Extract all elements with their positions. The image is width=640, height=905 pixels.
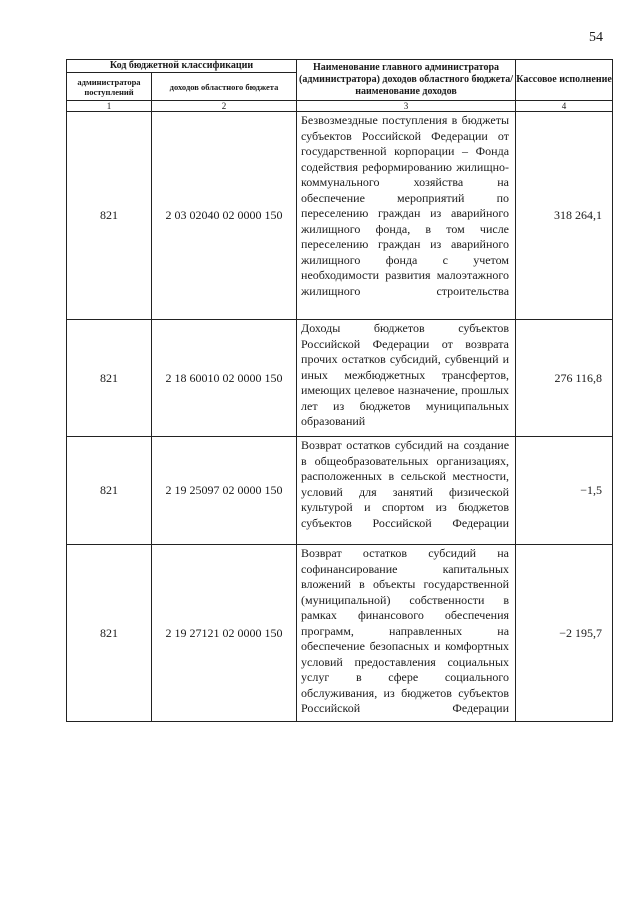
amount-cell: −1,5 [516, 437, 613, 545]
column-number-row [67, 101, 613, 112]
header-admin-code: администратора поступлений [67, 73, 152, 101]
admin-code-cell: 821 [67, 545, 152, 722]
header-administrator-name: Наименование главного администратора (администратора) доходов областного бюджета/ наименование доходов [297, 60, 516, 101]
admin-code-cell: 821 [67, 112, 152, 320]
table-row [67, 112, 613, 320]
income-name-cell: Безвозмездные поступления в бюджеты субъектов Российской Федерации от государственной корпорации – Фонда содействия реформированию жилищно-коммунального хозяйства на обеспечение мероприятий по переселению граждан из аварийного жилищного фонда, в том числе переселению граждан из аварийного жилищного фонда с учетом необходимости развития малоэтажного жилищного строительства [297, 112, 516, 320]
income-name-cell: Доходы бюджетов субъектов Российской Федерации от возврата прочих остатков субсидий, субвенций и иных межбюджетных трансфертов, имеющих целевое назначение, прошлых лет из бюджетов муниципальных образований [297, 320, 516, 437]
budget-income-table [66, 59, 613, 722]
amount-cell: 318 264,1 [516, 112, 613, 320]
admin-code-cell: 821 [67, 437, 152, 545]
header-cash-execution: Кассовое исполнение [516, 60, 613, 101]
income-code-cell: 2 19 25097 02 0000 150 [152, 437, 297, 545]
header-income-code: доходов областного бюджета [152, 73, 297, 101]
income-code-cell: 2 19 27121 02 0000 150 [152, 545, 297, 722]
table-row [67, 545, 613, 722]
table-row [67, 437, 613, 545]
header-budget-classification-code: Код бюджетной классификации [67, 60, 297, 73]
page-number: 54 [589, 30, 603, 45]
admin-code-cell: 821 [67, 320, 152, 437]
income-code-cell: 2 03 02040 02 0000 150 [152, 112, 297, 320]
income-name-cell: Возврат остатков субсидий на создание в общеобразовательных организациях, расположенных в сельской местности, условий для занятий физической культурой и спортом из бюджетов субъектов Российской Федерации [297, 437, 516, 545]
amount-cell: 276 116,8 [516, 320, 613, 437]
amount-cell: −2 195,7 [516, 545, 613, 722]
income-code-cell: 2 18 60010 02 0000 150 [152, 320, 297, 437]
column-number: 1 [67, 101, 152, 112]
column-number: 3 [297, 101, 516, 112]
table-row [67, 320, 613, 437]
income-name-cell: Возврат остатков субсидий на софинансирование капитальных вложений в объекты государственной (муниципальной) собственности в рамках финансового обеспечения программ, направленных на обеспечение безопасных и комфортных условий предоставления социальных услуг в сфере социального обслуживания, из бюджетов субъектов Российской Федерации [297, 545, 516, 722]
column-number: 4 [516, 101, 613, 112]
column-number: 2 [152, 101, 297, 112]
